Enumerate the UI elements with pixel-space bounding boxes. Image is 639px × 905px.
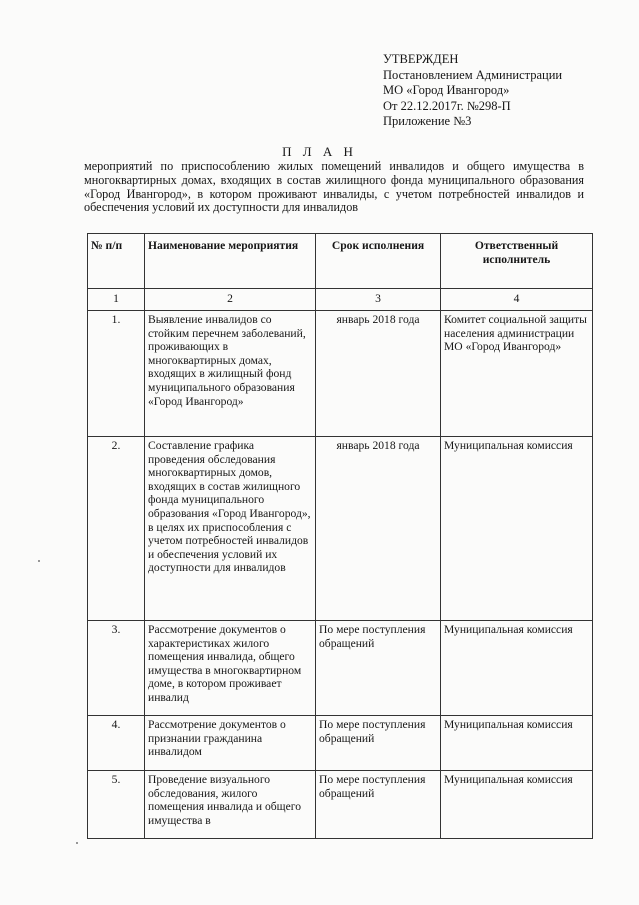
row-number: 2. (88, 437, 145, 621)
approval-line: УТВЕРЖДЕН (383, 52, 459, 66)
row-term: январь 2018 года (316, 311, 441, 437)
row-executor: Муниципальная комиссия (441, 437, 593, 621)
header-executor: Ответственный исполнитель (441, 234, 593, 289)
table-row (88, 311, 593, 437)
approval-line: МО «Город Ивангород» (383, 83, 510, 98)
row-term: По мере поступления обращений (316, 621, 441, 716)
row-executor: Муниципальная комиссия (441, 771, 593, 839)
row-number: 4. (88, 716, 145, 771)
approval-block (383, 52, 562, 130)
row-name: Составление графика проведения обследования многоквартирных домов, входящих в состав жилищного фонда муниципального образования «Город Ивангород», в целях их приспособления с учетом потребностей инвалидов и обеспечения условий их доступности для инвалидов (145, 437, 316, 621)
plan-table (87, 233, 593, 839)
row-term: По мере поступления обращений (316, 771, 441, 839)
row-name: Выявление инвалидов со стойким перечнем заболеваний, проживающих в многоквартирных домах, входящих в жилищный фонд муниципального образования «Город Ивангород» (145, 311, 316, 437)
table-row (88, 716, 593, 771)
column-number: 3 (316, 289, 441, 311)
approval-line: От 22.12.2017г. №298-П (383, 98, 511, 113)
row-number: 1. (88, 311, 145, 437)
scan-speck (38, 560, 40, 562)
row-executor: Муниципальная комиссия (441, 621, 593, 716)
row-executor: Комитет социальной защиты населения администрации МО «Город Ивангород» (441, 311, 593, 437)
approval-line: Постановлением Администрации (383, 67, 563, 82)
column-number: 1 (88, 289, 145, 311)
header-number: № п/п (88, 234, 145, 289)
row-term: январь 2018 года (316, 437, 441, 621)
table-header-row (88, 234, 593, 289)
approval-line: Приложение №3 (383, 114, 472, 129)
row-term: По мере поступления обращений (316, 716, 441, 771)
header-name: Наименование мероприятия (145, 234, 316, 289)
row-executor: Муниципальная комиссия (441, 716, 593, 771)
table-row (88, 437, 593, 621)
column-number-row (88, 289, 593, 311)
column-number: 4 (441, 289, 593, 311)
row-number: 3. (88, 621, 145, 716)
row-name: Проведение визуального обследования, жилого помещения инвалида и общего имущества в (145, 771, 316, 839)
plan-title: П Л А Н (282, 144, 357, 159)
scan-speck (76, 842, 78, 844)
column-number: 2 (145, 289, 316, 311)
row-name: Рассмотрение документов о признании гражданина инвалидом (145, 716, 316, 771)
row-number: 5. (88, 771, 145, 839)
table-row (88, 621, 593, 716)
row-name: Рассмотрение документов о характеристиках жилого помещения инвалида, общего имущества в многоквартирном доме, в котором проживает инвалид (145, 621, 316, 716)
table-row (88, 771, 593, 839)
plan-subtitle: мероприятий по приспособлению жилых помещений инвалидов и общего имущества в многоквартирных домах, входящих в состав жилищного фонда муниципального образования «Город Ивангород», в котором проживают инвалиды, с учетом потребностей инвалидов и обеспечения условий их доступности для инвалидов (84, 159, 584, 215)
header-term: Срок исполнения (316, 234, 441, 289)
